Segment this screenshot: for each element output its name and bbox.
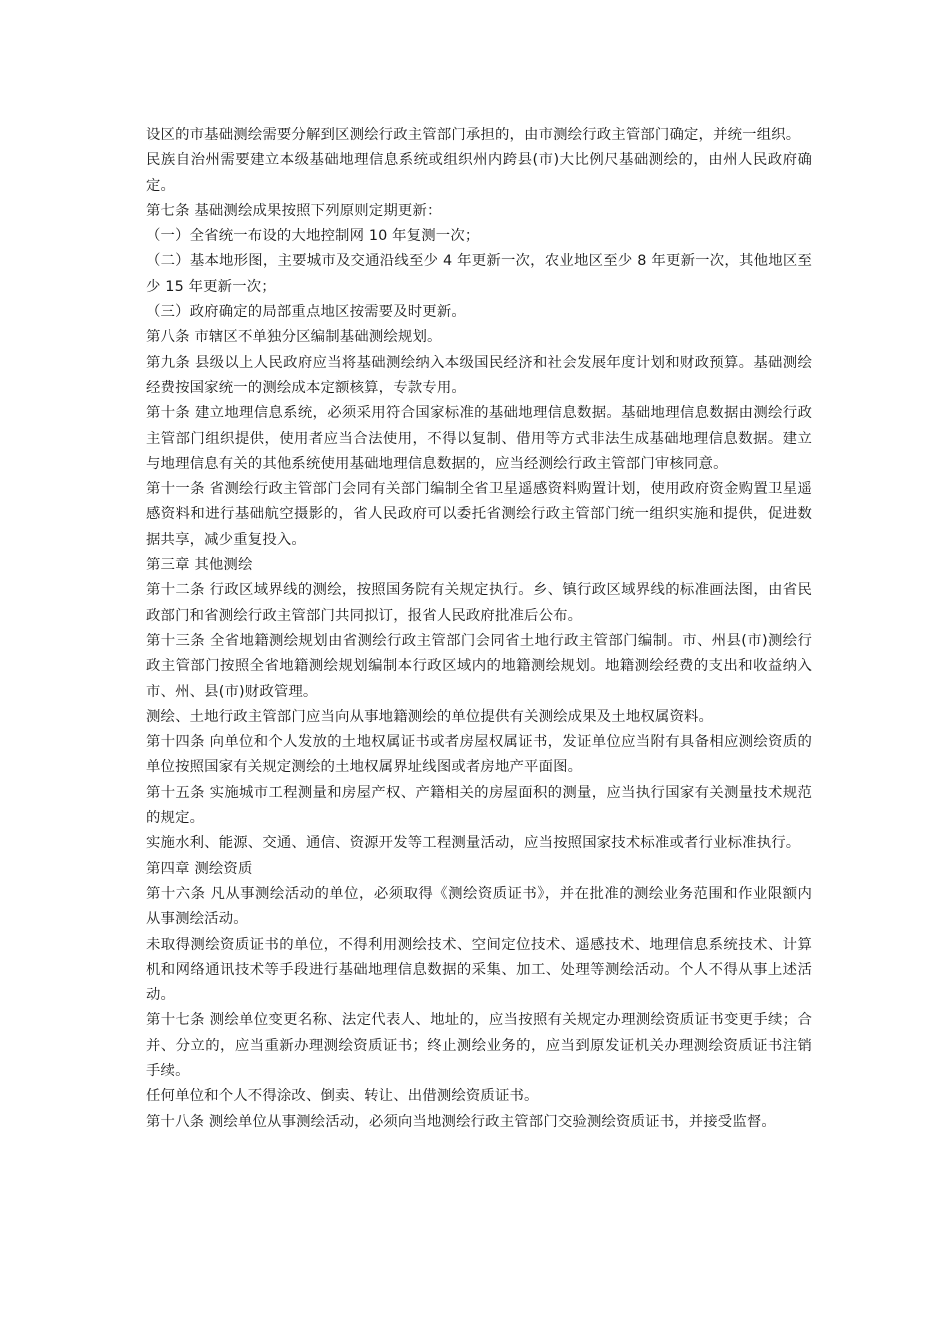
paragraph: 第十八条 测绘单位从事测绘活动，必须向当地测绘行政主管部门交验测绘资质证书，并接受监督。 [146, 1113, 776, 1130]
list-item: （一）全省统一布设的大地控制网 10 年复测一次； [146, 228, 480, 245]
paragraph: 第十一条 省测绘行政主管部门会同有关部门编制全省卫星遥感资料购置计划，使用政府资金购置卫星遥感资料和进行基础航空摄影的，省人民政府可以委托省测绘行政主管部门统一组织实施和提供，促进数据共享，减少重复投入。 [146, 481, 812, 548]
document-body [146, 123, 812, 1135]
paragraph: 未取得测绘资质证书的单位，不得利用测绘技术、空间定位技术、遥感技术、地理信息系统技术、计算机和网络通讯技术等手段进行基础地理信息数据的采集、加工、处理等测绘活动。个人不得从事上述活动。 [146, 936, 812, 1004]
paragraph: 实施水利、能源、交通、通信、资源开发等工程测量活动，应当按照国家技术标准或者行业标准执行。 [146, 835, 801, 852]
paragraph: 第十七条 测绘单位变更名称、法定代表人、地址的，应当按照有关规定办理测绘资质证书变更手续；合并、分立的，应当重新办理测绘资质证书；终止测绘业务的，应当到原发证机关办理测绘资质证书注销手续。 [146, 1012, 812, 1079]
chapter-heading: 第三章 其他测绘 [146, 557, 253, 574]
article-heading: 第七条 基础测绘成果按照下列原则定期更新： [146, 202, 442, 219]
paragraph: 第十五条 实施城市工程测量和房屋产权、产籍相关的房屋面积的测量，应当执行国家有关测量技术规范的规定。 [146, 784, 812, 827]
list-item: （三）政府确定的局部重点地区按需要及时更新。 [146, 304, 466, 321]
paragraph: 第八条 市辖区不单独分区编制基础测绘规划。 [146, 329, 442, 346]
paragraph: 任何单位和个人不得涂改、倒卖、转让、出借测绘资质证书。 [146, 1088, 539, 1105]
paragraph: 第十二条 行政区域界线的测绘，按照国务院有关规定执行。乡、镇行政区域界线的标准画法图，由省民政部门和省测绘行政主管部门共同拟订，报省人民政府批准后公布。 [146, 582, 812, 624]
paragraph: 第十条 建立地理信息系统，必须采用符合国家标准的基础地理信息数据。基础地理信息数据由测绘行政主管部门组织提供，使用者应当合法使用，不得以复制、借用等方式非法生成基础地理信息数据。建立与地理信息有关的其他系统使用基础地理信息数据的，应当经测绘行政主管部门审核同意。 [146, 405, 812, 472]
list-item: （二）基本地形图，主要城市及交通沿线至少 4 年更新一次，农业地区至少 8 年更新一次，其他地区至少 15 年更新一次； [146, 253, 812, 295]
chapter-heading: 第四章 测绘资质 [146, 860, 253, 877]
paragraph: 第十六条 凡从事测绘活动的单位，必须取得《测绘资质证书》，并在批准的测绘业务范围和作业限额内从事测绘活动。 [146, 885, 812, 928]
paragraph: 民族自治州需要建立本级基础地理信息系统或组织州内跨县(市)大比例尺基础测绘的，由州人民政府确定。 [146, 152, 812, 194]
paragraph: 第九条 县级以上人民政府应当将基础测绘纳入本级国民经济和社会发展年度计划和财政预算。基础测绘经费按国家统一的测绘成本定额核算，专款专用。 [146, 354, 812, 396]
paragraph: 测绘、土地行政主管部门应当向从事地籍测绘的单位提供有关测绘成果及土地权属资料。 [146, 708, 714, 725]
paragraph: 设区的市基础测绘需要分解到区测绘行政主管部门承担的，由市测绘行政主管部门确定，并统一组织。 [146, 127, 801, 143]
paragraph: 第十四条 向单位和个人发放的土地权属证书或者房屋权属证书，发证单位应当附有具备相应测绘资质的单位按照国家有关规定测绘的土地权属界址线图或者房地产平面图。 [146, 734, 812, 776]
paragraph: 第十三条 全省地籍测绘规划由省测绘行政主管部门会同省土地行政主管部门编制。市、州县(市)测绘行政主管部门按照全省地籍测绘规划编制本行政区域内的地籍测绘规划。地籍测绘经费的支出和收益纳入市、州、县(市)财政管理。 [146, 632, 812, 700]
